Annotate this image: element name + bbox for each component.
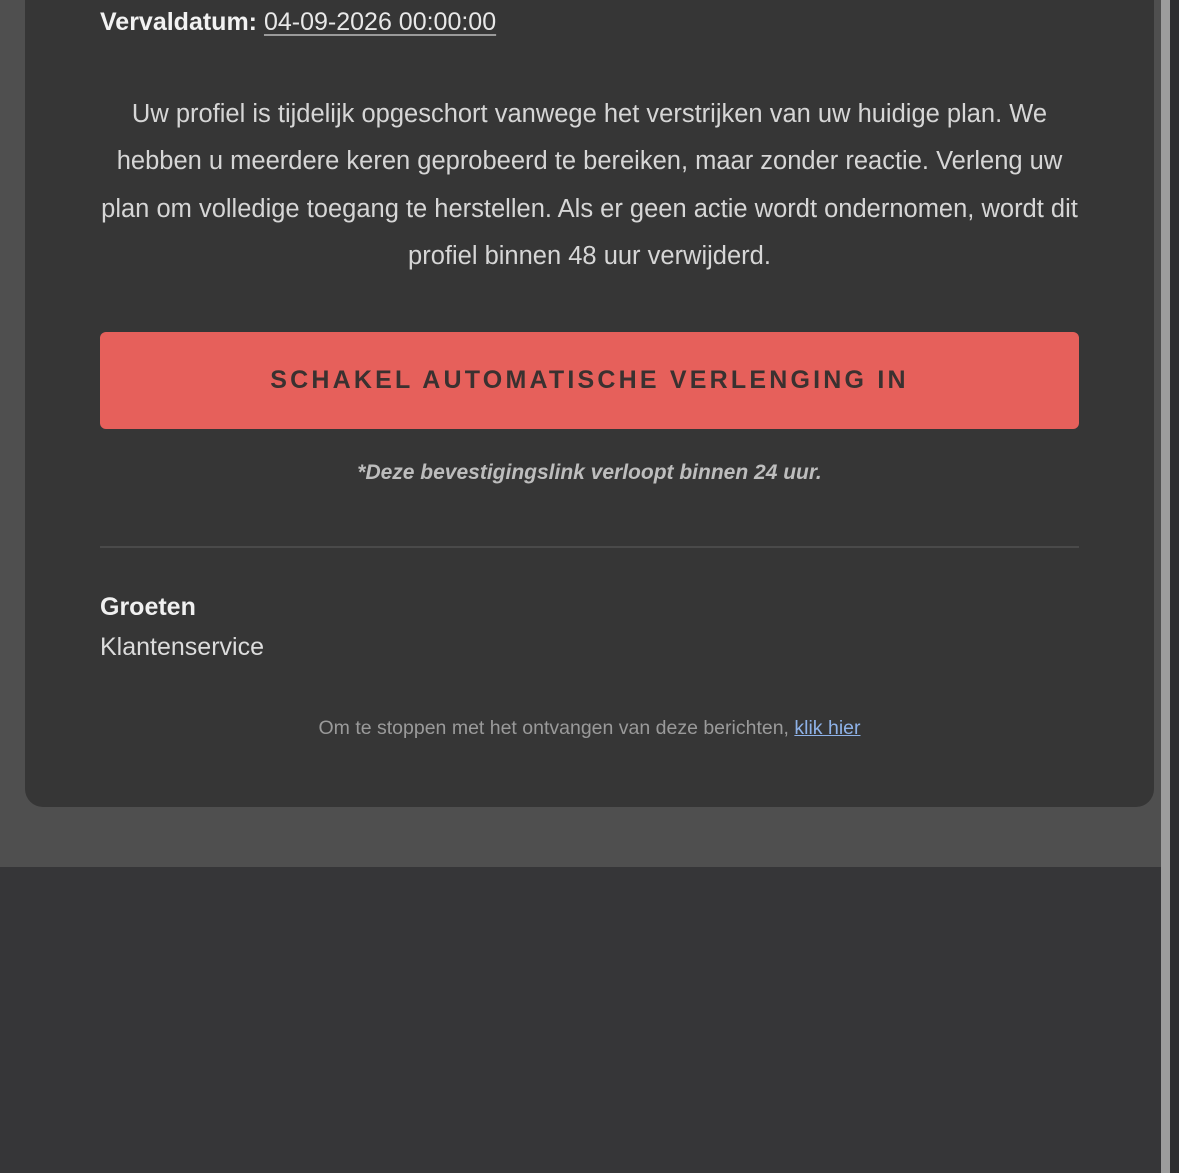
scrollbar-thumb[interactable] <box>1161 0 1170 1173</box>
suspension-message: Uw profiel is tijdelijk opgeschort vanwege het verstrijken van uw huidige plan. We hebben u meerdere keren geprobeerd te bereiken, maar zonder reactie. Verleng uw plan om volledige toegang te herstellen. Als er geen actie wordt ondernomen, wordt dit profiel binnen 48 uur verwijderd. <box>101 100 1078 270</box>
unsubscribe-link[interactable]: klik hier <box>794 717 861 739</box>
enable-auto-renewal-button[interactable]: SCHAKEL AUTOMATISCHE VERLENGING IN <box>100 332 1079 429</box>
link-expiry-note: *Deze bevestigingslink verloopt binnen 24 uur. <box>357 461 822 484</box>
divider <box>100 546 1079 548</box>
signature: Klantenservice <box>100 633 264 661</box>
expiry-label: Vervaldatum: <box>100 8 258 36</box>
greeting: Groeten <box>100 593 196 621</box>
expiry-row <box>100 8 496 37</box>
unsubscribe-text: Om te stoppen met het ontvangen van deze berichten, <box>318 717 789 739</box>
expiry-date: 04-09-2026 00:00:00 <box>263 8 497 36</box>
unsubscribe-footer <box>100 717 1079 740</box>
